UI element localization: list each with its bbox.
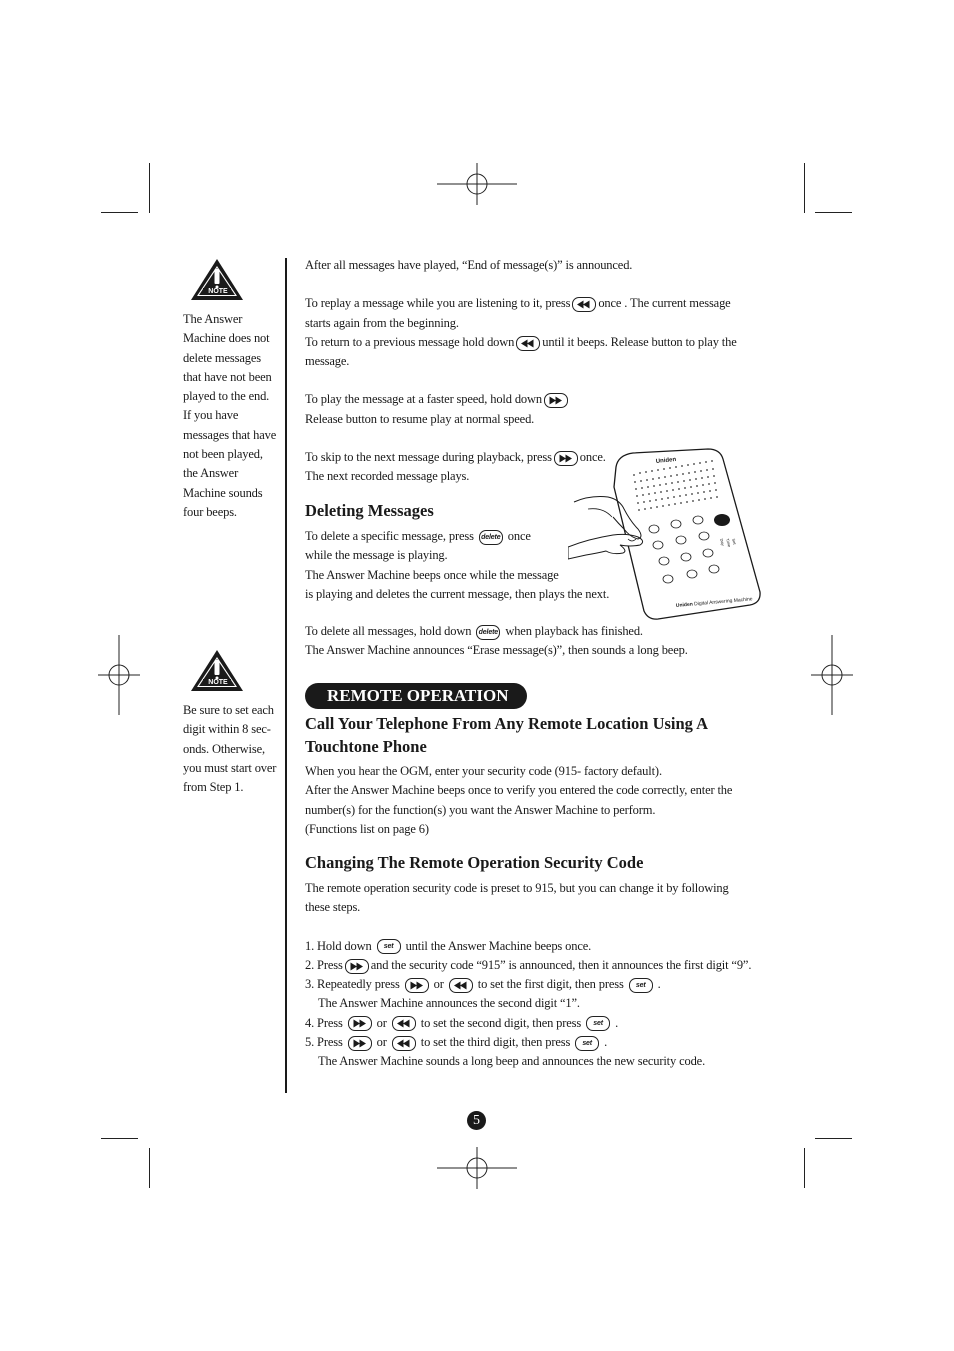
set-button-icon: set bbox=[629, 978, 653, 993]
previous-line-2: message. bbox=[305, 354, 350, 369]
fast-line-2: Release button to resume play at normal speed. bbox=[305, 411, 535, 426]
delete-button-icon: delete bbox=[479, 530, 503, 545]
remote-line-4: (Functions list on page 6) bbox=[305, 821, 429, 836]
device-brand-label: Uniden bbox=[655, 456, 677, 465]
note-line: Be sure to set each bbox=[183, 703, 274, 717]
warning-note-icon bbox=[189, 257, 245, 302]
skip-line: To skip to the next message during playback, press once. bbox=[305, 450, 606, 465]
note-line: Machine sounds bbox=[183, 485, 263, 500]
security-intro-1: The remote operation security code is preset to 915, but you can change it by following bbox=[305, 881, 729, 895]
remote-heading-line-1: Call Your Telephone From Any Remote Location Using A bbox=[305, 714, 709, 733]
remote-heading bbox=[305, 712, 708, 758]
column-divider bbox=[285, 258, 287, 1093]
delete-line-3: The Answer Machine beeps once while the message bbox=[305, 567, 559, 582]
skip-line-2: The next recorded message plays. bbox=[305, 469, 470, 484]
remote-section bbox=[305, 762, 765, 839]
rewind-button-icon bbox=[392, 1036, 416, 1051]
forward-button-icon bbox=[345, 959, 369, 974]
step-5: 5. Press or to set the third digit, then press set . bbox=[305, 1035, 608, 1050]
previous-line: To return to a previous message hold down until it beeps. Release button to play the bbox=[305, 334, 737, 349]
rewind-button-icon bbox=[449, 978, 473, 993]
svg-text:Time: Time bbox=[725, 537, 733, 548]
note-line: played to the end. bbox=[183, 389, 270, 404]
remote-line-1: When you hear the OGM, enter your security code (915- factory default). bbox=[305, 764, 662, 778]
step-4: 4. Press or to set the second digit, then press set . bbox=[305, 1015, 619, 1030]
security-intro-2: these steps. bbox=[305, 900, 361, 915]
note-line: If you have bbox=[183, 408, 239, 423]
note-line: digit within 8 sec- bbox=[183, 722, 271, 737]
note-line: that have not been bbox=[183, 369, 272, 384]
remote-heading-line-2: Touchtone Phone bbox=[305, 737, 427, 756]
device-brand-footer: Uniden bbox=[675, 601, 694, 609]
fast-line: To play the message at a faster speed, hold down bbox=[305, 390, 765, 409]
delete-line-2: while the message is playing. bbox=[305, 548, 448, 563]
replay-line: To replay a message while you are listening to it, press once . The current message bbox=[305, 296, 731, 311]
remote-line-2: After the Answer Machine beeps once to verify you entered the code correctly, enter the bbox=[305, 783, 733, 798]
note-text bbox=[183, 701, 283, 797]
forward-button-icon bbox=[348, 1016, 372, 1031]
delete-button-icon: delete bbox=[476, 625, 500, 640]
set-button-icon: set bbox=[586, 1016, 610, 1031]
security-section bbox=[305, 879, 775, 1072]
svg-text:Set: Set bbox=[731, 537, 738, 546]
note-line: four beeps. bbox=[183, 504, 237, 519]
note-icon-label: NOTE bbox=[208, 679, 228, 686]
step-3: 3. Repeatedly press or to set the first digit, then press set . bbox=[305, 977, 661, 992]
note-line: The Answer bbox=[183, 312, 243, 326]
delete-all-section bbox=[305, 622, 765, 661]
device-model-label: Digital Answering Machine bbox=[693, 596, 753, 608]
delete-all-line-2: The Answer Machine announces “Erase message(s)”, then sounds a long beep. bbox=[305, 643, 688, 658]
rewind-button-icon bbox=[516, 336, 540, 351]
security-heading: Changing The Remote Operation Security Code bbox=[305, 853, 644, 872]
note-icon-label: NOTE bbox=[208, 288, 228, 295]
deleting-heading: Deleting Messages bbox=[305, 501, 434, 520]
warning-note-icon bbox=[189, 648, 245, 693]
forward-button-icon bbox=[348, 1036, 372, 1051]
note-line: you must start over bbox=[183, 760, 277, 775]
delete-line-4: is playing and deletes the current message, then plays the next. bbox=[305, 586, 610, 601]
rewind-button-icon bbox=[392, 1016, 416, 1031]
remote-operation-banner: REMOTE OPERATION bbox=[305, 683, 527, 709]
remote-line-3: number(s) for the function(s) you want the Answer Machine to perform. bbox=[305, 802, 656, 817]
note-line: from Step 1. bbox=[183, 780, 244, 795]
registration-mark-bottom bbox=[437, 1147, 517, 1189]
registration-mark-right bbox=[811, 635, 853, 715]
step-3-note: The Answer Machine announces the second digit “1”. bbox=[318, 996, 580, 1011]
answering-machine-illustration bbox=[568, 447, 763, 622]
forward-button-icon bbox=[544, 393, 568, 408]
svg-text:Day: Day bbox=[719, 537, 726, 547]
rewind-button-icon bbox=[572, 297, 596, 312]
replay-line-2: starts again from the beginning. bbox=[305, 315, 459, 330]
note-line: the Answer bbox=[183, 466, 239, 481]
delete-line: To delete a specific message, press delete once bbox=[305, 529, 531, 543]
set-button-icon: set bbox=[575, 1036, 599, 1051]
step-5-note: The Answer Machine sounds a long beep and announces the new security code. bbox=[318, 1054, 706, 1069]
note-line: Machine does not bbox=[183, 331, 270, 346]
step-1: 1. Hold down set until the Answer Machine beeps once. bbox=[305, 938, 592, 953]
end-message-text: After all messages have played, “End of message(s)” is announced. bbox=[305, 258, 633, 272]
set-button-icon: set bbox=[377, 939, 401, 954]
page-number: 5 bbox=[467, 1111, 486, 1130]
note-line: onds. Otherwise, bbox=[183, 741, 265, 756]
forward-button-icon bbox=[405, 978, 429, 993]
note-text bbox=[183, 310, 283, 522]
note-line: not been played, bbox=[183, 447, 263, 462]
step-2: 2. Press and the security code “915” is announced, then it announces the first digit “9”. bbox=[305, 957, 752, 972]
note-line: messages that have bbox=[183, 427, 277, 442]
registration-mark-left bbox=[98, 635, 140, 715]
note-line: delete messages bbox=[183, 350, 261, 365]
delete-all-line: To delete all messages, hold down delete when playback has finished. bbox=[305, 624, 643, 638]
registration-mark-top bbox=[437, 163, 517, 205]
